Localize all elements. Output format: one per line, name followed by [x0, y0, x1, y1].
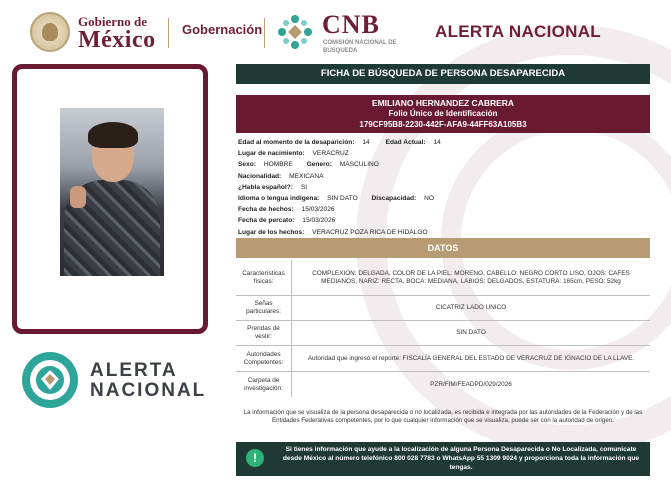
table-row — [236, 260, 650, 296]
espanol-value: SI — [300, 183, 308, 191]
lugar-nacimiento-value: VERACRUZ — [312, 150, 349, 158]
sexo-label: Sexo: — [238, 161, 256, 169]
idioma-label: Idioma o lengua indígena: — [238, 194, 320, 202]
table-row — [236, 321, 650, 346]
ficha-title-bar: FICHA DE BÚSQUEDA DE PERSONA DESAPARECIDA — [236, 64, 650, 84]
fecha-percato-label: Fecha de percato: — [238, 217, 295, 225]
fecha-hechos-value: 15/03/2026 — [301, 206, 335, 214]
nacionalidad-label: Nacionalidad: — [238, 172, 282, 180]
info-icon: ! — [246, 449, 264, 467]
row-label: Autoridades Competentes: — [236, 346, 292, 371]
nacional-logo-text: NACIONAL — [90, 380, 207, 401]
cnb-subtitle: COMISIÓN NACIONAL DE BÚSQUEDA — [323, 40, 397, 54]
genero-value: MASCULINO — [339, 161, 379, 169]
gobierno-label: Gobierno de — [78, 14, 147, 29]
lugar-nacimiento-label: Lugar de nacimiento: — [238, 150, 305, 158]
gobernacion-label: Gobernación — [182, 22, 263, 37]
row-value: CICATRIZ LADO UNICO — [435, 304, 507, 311]
cnb-logo-icon — [275, 12, 315, 52]
header-divider — [264, 18, 265, 48]
row-label: Prendas de vestir: — [236, 321, 292, 345]
person-name: EMILIANO HERNANDEZ CABRERA — [371, 98, 515, 108]
alerta-nacional-title: ALERTA NACIONAL — [435, 22, 601, 41]
contact-bar: Si tienes información que ayude a la localización de alguna Persona Desaparecida o No Localizada, comunícate desde México al número telefónico 800 028 7783 o WhatsApp 55 1309 9024 y proporciona toda la información que tengas. — [236, 442, 650, 476]
alerta-nacional-logo-icon — [20, 350, 80, 410]
lugar-hechos-label: Lugar de los hechos: — [238, 228, 305, 236]
discapacidad-label: Discapacidad: — [371, 194, 417, 202]
espanol-label: ¿Habla español?: — [238, 183, 293, 191]
page-header — [0, 0, 671, 62]
edad-label: Edad al momento de la desaparición: — [238, 139, 355, 146]
row-label: Carpeta de investigación: — [236, 372, 292, 397]
cnb-label: CNB — [322, 10, 380, 39]
datos-table — [236, 260, 650, 397]
discapacidad-value: NO — [424, 194, 434, 202]
row-value: COMPLEXION: DELGADA, COLOR DE LA PIEL: MORENO, CABELLO: NEGRO CORTO LISO, OJOS: CAFES MEDIANOS, NARIZ: RECTA, BOCA: MEDIANA, LABIOS: DELGADOS, ESTATURA: 165cm, PESO: 52kg — [312, 269, 630, 285]
nacionalidad-value: MEXICANA — [289, 172, 324, 180]
folio-label: Folio Único de Identificación — [388, 109, 498, 118]
table-row — [236, 372, 650, 397]
genero-label: Genero: — [306, 161, 332, 169]
sexo-value: HOMBRE — [263, 161, 293, 169]
table-row — [236, 346, 650, 372]
fecha-percato-value: 15/03/2026 — [302, 217, 336, 225]
table-row — [236, 296, 650, 321]
disclaimer-text: La información que se visualiza de la persona desaparecida o no localizada, es recibida e integrada por las autoridades de la Federación y de las Entidades Federativas competentes, por lo que cualquier información que se visualiza, puede ser con la autoridad de origen. — [243, 409, 643, 424]
edad-value: 14 — [362, 139, 370, 146]
alerta-logo-text: ALERTA — [90, 360, 178, 381]
person-photo — [60, 108, 164, 276]
header-divider — [168, 18, 169, 48]
row-label: Señas particulares: — [236, 296, 292, 320]
fecha-hechos-label: Fecha de hechos: — [238, 206, 294, 214]
person-info — [238, 137, 648, 238]
row-value: PZR/FIM/FEADPD/029/2026 — [430, 380, 512, 388]
photo-frame — [12, 64, 208, 334]
person-name-block — [236, 95, 650, 133]
row-value: SIN DATO — [456, 329, 486, 336]
row-label: Características físicas: — [236, 260, 292, 295]
edad-actual-value: 14 — [433, 139, 441, 146]
datos-title-bar: DATOS — [236, 238, 650, 258]
mexico-label: México — [78, 27, 156, 53]
lugar-hechos-value: VERACRUZ POZA RICA DE HIDALGO — [312, 228, 428, 236]
national-seal-icon — [30, 12, 70, 52]
folio-value: 179CF95B8-2230-442F-AFA9-44FF63A105B3 — [359, 120, 527, 129]
edad-actual-label: Edad Actual: — [385, 139, 426, 146]
row-value: Autoridad que ingresó el reporte: FISCALÍA GENERAL DEL ESTADO DE VERACRUZ DE IGNACIO DE LA LLAVE. — [307, 354, 635, 362]
idioma-value: SIN DATO — [327, 194, 358, 202]
